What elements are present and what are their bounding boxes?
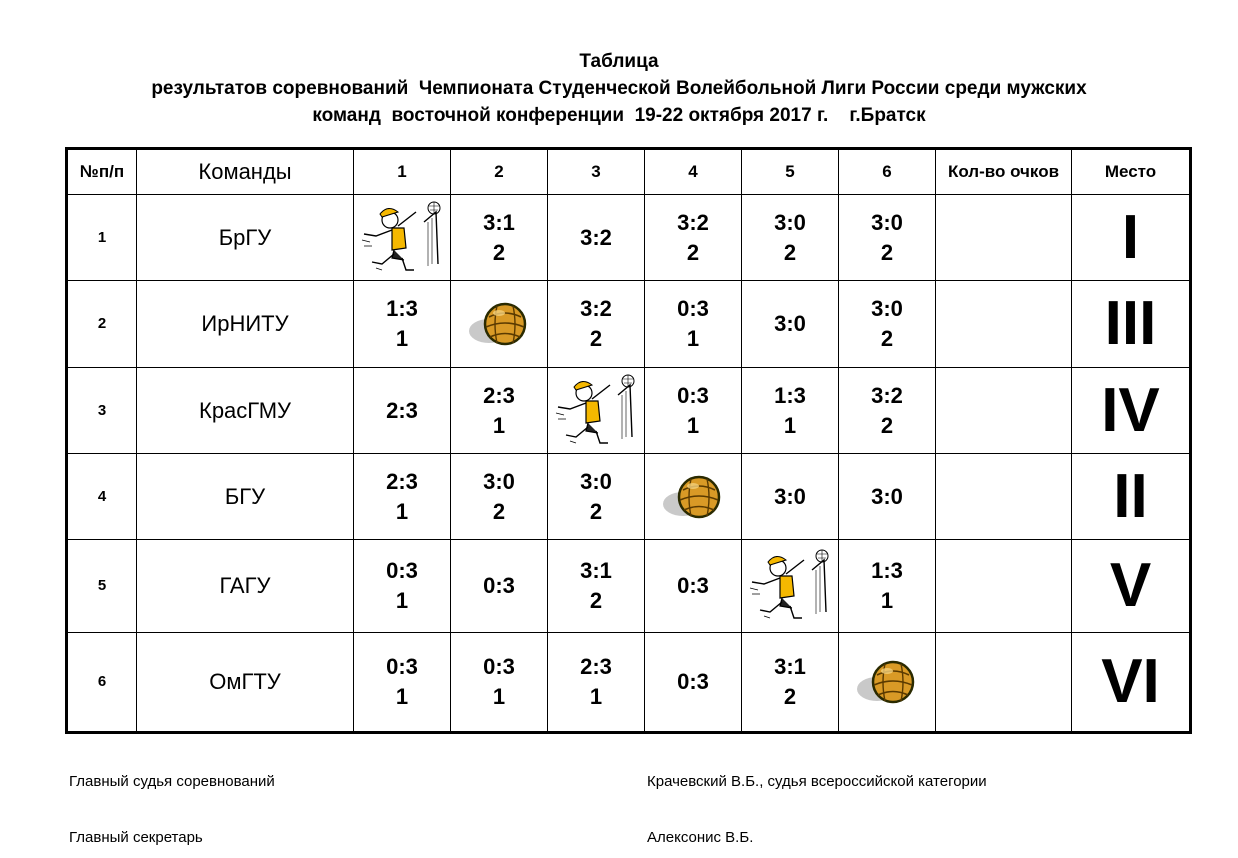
team-name: КрасГМУ — [137, 368, 354, 454]
match-score: 3:0 — [774, 209, 806, 235]
place-cell: III — [1072, 281, 1191, 368]
row-number: 2 — [67, 281, 137, 368]
match-points: 1 — [880, 588, 894, 613]
match-score: 2:3 — [580, 654, 612, 679]
row-number: 5 — [67, 540, 137, 633]
match-score: 3:0 — [774, 311, 806, 336]
header-place: Место — [1072, 149, 1191, 195]
score-cell — [548, 454, 645, 540]
score-cell — [645, 281, 742, 368]
score-cell — [742, 454, 839, 540]
team-name: БГУ — [137, 454, 354, 540]
match-score: 3:1 — [774, 654, 806, 679]
title-line-3: команд восточной конференции 19-22 октября 2017 г. г.Братск — [312, 105, 926, 126]
volleyball-player-icon — [358, 198, 446, 278]
match-score: 0:3 — [386, 558, 418, 583]
match-score: 3:1 — [483, 209, 515, 235]
match-score: 3:0 — [871, 296, 903, 321]
header-col-2: 2 — [451, 149, 548, 195]
volleyball-icon — [855, 657, 919, 707]
match-score: 3:1 — [580, 558, 612, 583]
chief-judge-name: Крачевский В.Б., судья всероссийской категории — [647, 773, 987, 790]
match-score: 0:3 — [386, 654, 418, 679]
match-points: 2 — [686, 239, 700, 265]
score-cell — [548, 540, 645, 633]
match-score: 0:3 — [483, 573, 515, 598]
score-cell — [354, 368, 451, 454]
match-points: 2 — [880, 326, 894, 351]
score-cell — [742, 633, 839, 733]
match-score: 2:3 — [483, 382, 515, 408]
match-score: 3:0 — [871, 483, 903, 509]
score-cell — [645, 540, 742, 633]
match-points: 2 — [492, 498, 506, 524]
row-number: 6 — [67, 633, 137, 733]
match-points: 1 — [783, 412, 797, 438]
place-cell: V — [1072, 540, 1191, 633]
match-points: 1 — [492, 412, 506, 438]
score-cell — [742, 540, 839, 633]
match-points: 2 — [589, 498, 603, 524]
score-cell — [548, 633, 645, 733]
match-score: 0:3 — [677, 669, 709, 694]
match-score: 3:2 — [580, 224, 612, 250]
score-cell — [645, 454, 742, 540]
volleyball-icon — [467, 299, 531, 349]
points-cell — [936, 368, 1072, 454]
score-cell — [742, 368, 839, 454]
score-cell — [451, 368, 548, 454]
header-col-1: 1 — [354, 149, 451, 195]
score-cell — [839, 540, 936, 633]
team-name: ОмГТУ — [137, 633, 354, 733]
match-points: 1 — [395, 684, 409, 709]
score-cell — [354, 281, 451, 368]
score-cell — [548, 368, 645, 454]
place-cell: I — [1072, 195, 1191, 281]
match-points: 1 — [395, 498, 409, 524]
table-row — [67, 633, 1191, 733]
header-row — [67, 149, 1191, 195]
table-row — [67, 540, 1191, 633]
volleyball-player-icon — [746, 546, 834, 626]
match-points: 2 — [492, 239, 506, 265]
match-points: 1 — [395, 326, 409, 351]
score-cell — [839, 281, 936, 368]
place-cell: IV — [1072, 368, 1191, 454]
score-cell — [645, 195, 742, 281]
match-score: 2:3 — [386, 397, 418, 423]
chief-judge-label: Главный судья соревнований — [69, 773, 275, 790]
match-points: 2 — [589, 588, 603, 613]
match-points: 2 — [783, 684, 797, 709]
score-cell — [548, 281, 645, 368]
match-score: 3:0 — [774, 483, 806, 509]
title-line-1: Таблица — [579, 51, 659, 72]
header-col-5: 5 — [742, 149, 839, 195]
match-points: 1 — [492, 684, 506, 709]
match-score: 3:0 — [871, 209, 903, 235]
match-score: 0:3 — [677, 382, 709, 408]
match-score: 3:2 — [580, 296, 612, 321]
header-teams: Команды — [137, 149, 354, 195]
match-points: 1 — [686, 326, 700, 351]
score-cell — [354, 633, 451, 733]
volleyball-icon — [661, 472, 725, 522]
match-score: 1:3 — [871, 558, 903, 583]
score-cell — [451, 633, 548, 733]
score-cell — [451, 454, 548, 540]
match-points: 2 — [880, 239, 894, 265]
match-points: 2 — [589, 326, 603, 351]
score-cell — [839, 633, 936, 733]
match-points: 2 — [880, 412, 894, 438]
score-cell — [742, 195, 839, 281]
header-points: Кол-во очков — [936, 149, 1072, 195]
table-row — [67, 195, 1191, 281]
header-col-3: 3 — [548, 149, 645, 195]
points-cell — [936, 540, 1072, 633]
match-points: 1 — [686, 412, 700, 438]
score-cell — [451, 540, 548, 633]
document-title — [0, 48, 1238, 129]
match-score: 1:3 — [386, 296, 418, 321]
team-name: ГАГУ — [137, 540, 354, 633]
place-cell: II — [1072, 454, 1191, 540]
score-cell — [451, 281, 548, 368]
score-cell — [354, 454, 451, 540]
match-points: 1 — [589, 684, 603, 709]
points-cell — [936, 281, 1072, 368]
match-points: 2 — [783, 239, 797, 265]
match-score: 3:0 — [483, 468, 515, 494]
score-cell — [645, 368, 742, 454]
match-score: 3:2 — [677, 209, 709, 235]
points-cell — [936, 195, 1072, 281]
match-score: 2:3 — [386, 468, 418, 494]
header-num: №п/п — [67, 149, 137, 195]
points-cell — [936, 454, 1072, 540]
volleyball-player-icon — [552, 371, 640, 451]
secretary-name: Алексонис В.Б. — [647, 829, 754, 846]
row-number: 3 — [67, 368, 137, 454]
points-cell — [936, 633, 1072, 733]
header-col-4: 4 — [645, 149, 742, 195]
match-score: 3:2 — [871, 382, 903, 408]
score-cell — [839, 195, 936, 281]
score-cell — [354, 540, 451, 633]
match-score: 0:3 — [677, 573, 709, 598]
match-score: 0:3 — [677, 296, 709, 321]
score-cell — [548, 195, 645, 281]
score-cell — [451, 195, 548, 281]
table-row — [67, 454, 1191, 540]
team-name: ИрНИТУ — [137, 281, 354, 368]
score-cell — [742, 281, 839, 368]
match-score: 0:3 — [483, 654, 515, 679]
row-number: 4 — [67, 454, 137, 540]
match-points: 1 — [395, 588, 409, 613]
score-cell — [645, 633, 742, 733]
place-cell: VI — [1072, 633, 1191, 733]
table-row — [67, 368, 1191, 454]
row-number: 1 — [67, 195, 137, 281]
header-col-6: 6 — [839, 149, 936, 195]
match-score: 1:3 — [774, 382, 806, 408]
score-cell — [354, 195, 451, 281]
title-line-2: результатов соревнований Чемпионата Студенческой Волейбольной Лиги России среди мужских — [151, 78, 1087, 99]
table-row — [67, 281, 1191, 368]
match-score: 3:0 — [580, 468, 612, 494]
score-cell — [839, 368, 936, 454]
team-name: БрГУ — [137, 195, 354, 281]
score-cell — [839, 454, 936, 540]
results-table — [65, 147, 1192, 734]
secretary-label: Главный секретарь — [69, 829, 203, 846]
